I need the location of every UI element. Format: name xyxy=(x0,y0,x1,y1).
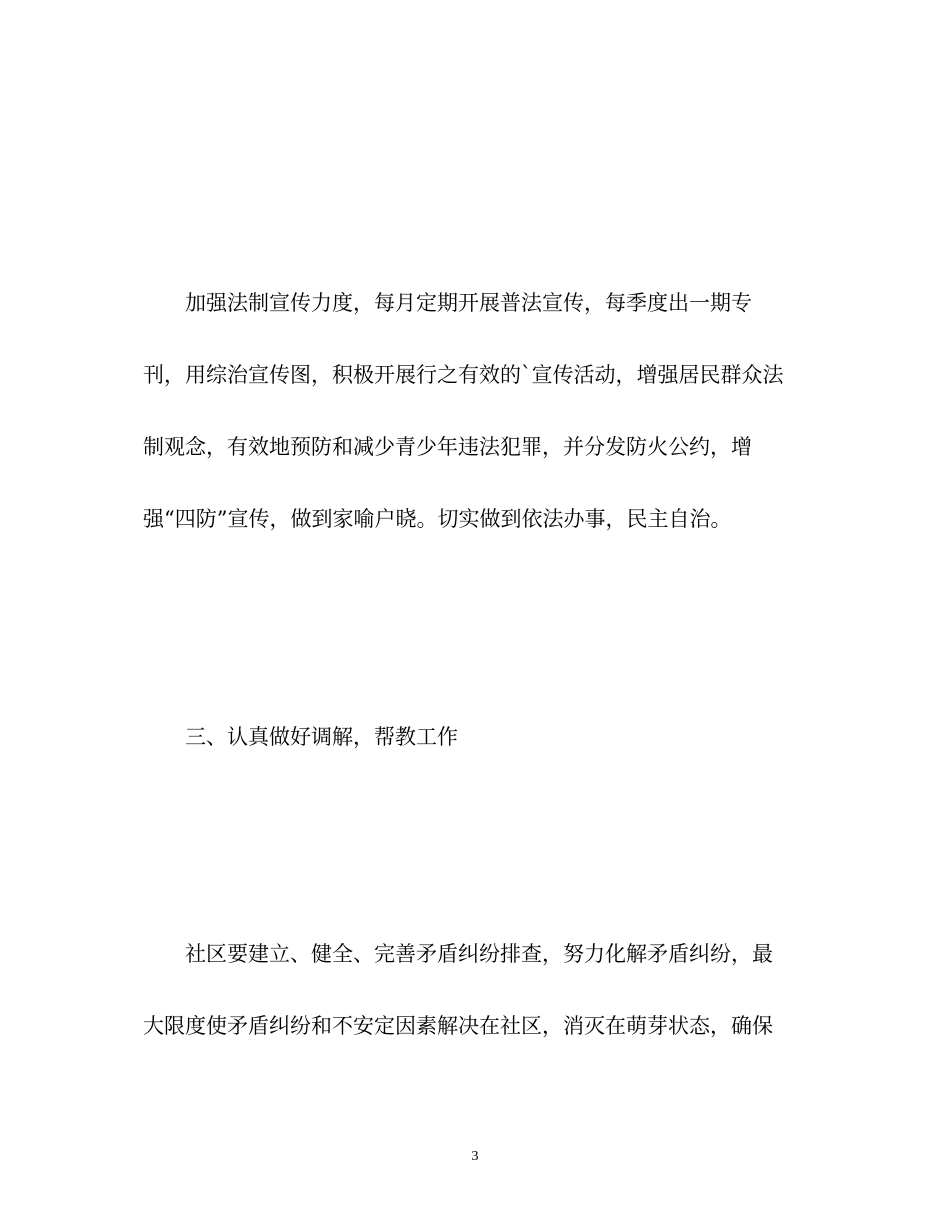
section-heading: 三、认真做好调解，帮教工作 xyxy=(185,725,458,749)
paragraph-1-line-4: 强“四防”宣传，做到家喻户晓。切实做到依法办事，民主自治。 xyxy=(143,507,732,531)
paragraph-1-line-1: 加强法制宣传力度，每月定期开展普法宣传，每季度出一期专 xyxy=(185,291,752,315)
paragraph-2-line-1: 社区要建立、健全、完善矛盾纠纷排查，努力化解矛盾纠纷，最 xyxy=(185,942,773,966)
page-number: 3 xyxy=(471,1149,479,1164)
paragraph-1-line-3: 制观念，有效地预防和减少青少年违法犯罪，并分发防火公约，增 xyxy=(143,435,752,459)
paragraph-1-line-2: 刊，用综治宣传图，积极开展行之有效的`宣传活动，增强居民群众法 xyxy=(143,363,784,387)
paragraph-2-line-2: 大限度使矛盾纠纷和不安定因素解决在社区，消灭在萌芽状态，确保 xyxy=(143,1014,773,1038)
